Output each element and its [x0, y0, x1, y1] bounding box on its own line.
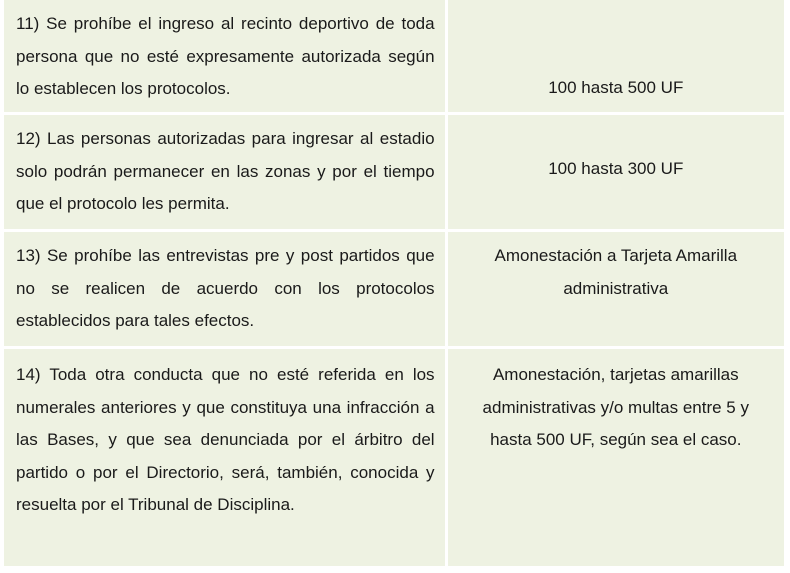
- table-row: [4, 349, 787, 566]
- table-row: [4, 232, 787, 349]
- infraction-description: 12) Las personas autorizadas para ingresar al estadio solo podrán permanecer en las zonas y por el tiempo que el protocolo les permita.: [16, 129, 435, 213]
- penalty-cell: [448, 349, 787, 566]
- penalty-cell: [448, 0, 787, 115]
- infraction-description-cell: [4, 0, 448, 115]
- penalty-text: Amonestación a Tarjeta Amarilla administrativa: [494, 246, 738, 298]
- penalty-text: 100 hasta 500 UF: [548, 78, 684, 97]
- infraction-description-cell: [4, 115, 448, 232]
- penalty-cell: [448, 232, 787, 349]
- infraction-description-cell: [4, 232, 448, 349]
- table-row: [4, 115, 787, 232]
- infraction-description: 14) Toda otra conducta que no esté referida en los numerales anteriores y que constituya una infracción a las Bases, y que sea denunciada por el árbitro del partido o por el Directorio, será, también, conocida y resuelta por el Tribunal de Disciplina.: [16, 365, 435, 514]
- penalty-cell: [448, 115, 787, 232]
- infraction-description-cell: [4, 349, 448, 566]
- penalty-text: 100 hasta 300 UF: [548, 159, 684, 178]
- infraction-description: 13) Se prohíbe las entrevistas pre y post partidos que no se realicen de acuerdo con los protocolos establecidos para tales efectos.: [16, 246, 435, 330]
- penalty-text: Amonestación, tarjetas amarillas administrativas y/o multas entre 5 y hasta 500 UF, según sea el caso.: [482, 365, 749, 449]
- infraction-description: 11) Se prohíbe el ingreso al recinto deportivo de toda persona que no esté expresamente autorizada según lo establecen los protocolos.: [16, 14, 435, 98]
- sanctions-table: [4, 0, 787, 566]
- table-row: [4, 0, 787, 115]
